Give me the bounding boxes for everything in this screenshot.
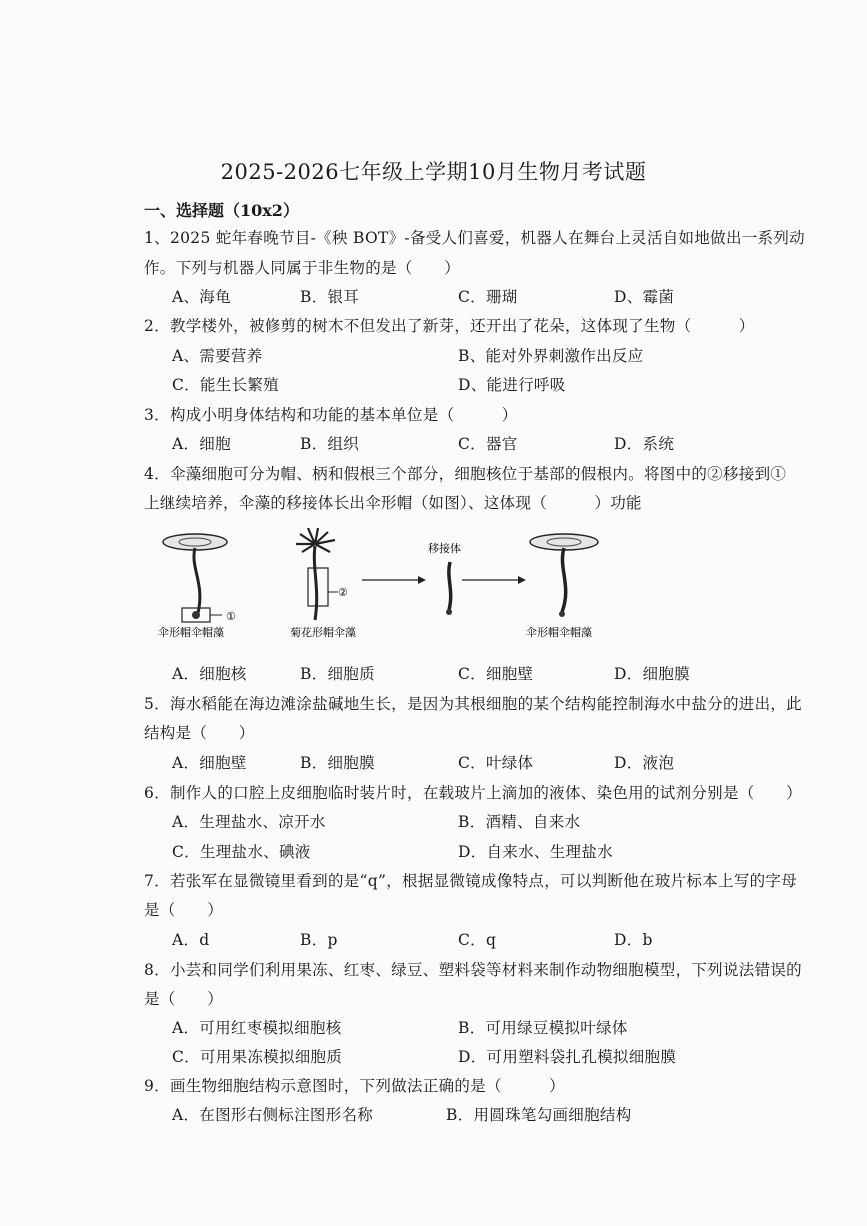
q5-stem-line2: 结构是（ ） — [144, 724, 255, 742]
label-chrysanthemum-cap-alga: 菊花形帽伞藻 — [290, 626, 356, 639]
q9-option-a: A．在图形右侧标注图形名称 — [172, 1106, 374, 1124]
q1-option-a: A、海龟 — [172, 288, 231, 306]
q9-option-b: B．用圆珠笔勾画细胞结构 — [446, 1106, 632, 1124]
graft-stalk — [446, 562, 452, 615]
q4-option-d: D．细胞膜 — [614, 665, 690, 683]
section-heading: 一、选择题（10x2） — [144, 201, 299, 220]
q6-option-a: A．生理盐水、凉开水 — [172, 813, 326, 831]
q7-option-b: B．p — [300, 931, 338, 949]
q8-option-d: D．可用塑料袋扎孔模拟细胞膜 — [458, 1048, 677, 1066]
q8-option-a: A．可用红枣模拟细胞核 — [172, 1019, 342, 1037]
umbrella-cap-alga-1 — [163, 534, 227, 622]
q4-stem-line2: 上继续培养，伞藻的移接体长出伞形帽（如图）、这体现（ ）功能 — [144, 494, 642, 512]
q8-option-b: B．可用绿豆模拟叶绿体 — [458, 1019, 628, 1037]
q1-stem-line2: 作。下列与机器人同属于非生物的是（ ） — [144, 259, 461, 277]
q6-option-b: B．酒精、自来水 — [458, 813, 581, 831]
q5-option-c: C．叶绿体 — [458, 754, 534, 772]
q4-option-a: A．细胞核 — [172, 665, 247, 683]
q3-option-d: D．系统 — [614, 435, 675, 453]
q7-stem-line2: 是（ ） — [144, 901, 224, 919]
q5-option-d: D．液泡 — [614, 754, 675, 772]
q2-option-b: B、能对外界刺激作出反应 — [458, 347, 644, 365]
q4-option-b: B．细胞质 — [300, 665, 375, 683]
q6-stem-line1: 6．制作人的口腔上皮细胞临时装片时，在载玻片上滴加的液体、染色用的试剂分别是（ ） — [144, 784, 802, 802]
q2-option-d: D、能进行呼吸 — [458, 376, 566, 394]
q7-option-a: A．d — [172, 931, 210, 949]
q4-stem-line1: 4．伞藻细胞可分为帽、柄和假根三个部分，细胞核位于基部的假根内。将图中的②移接到① — [144, 465, 787, 483]
q5-stem-line1: 5．海水稻能在海边滩涂盐碱地生长，是因为其根细胞的某个结构能控制海水中盐分的进出，此 — [144, 695, 802, 713]
q3-option-b: B．组织 — [300, 435, 360, 453]
q1-option-d: D、霉菌 — [614, 288, 675, 306]
arrow-right-icon — [362, 576, 426, 584]
q1-option-c: C．珊瑚 — [458, 288, 518, 306]
arrow-right-icon — [462, 576, 526, 584]
q1-stem-line1: 1、2025 蛇年春晚节目-《秧 BOT》-备受人们喜爱，机器人在舞台上灵活自如地做出一系列动 — [144, 229, 805, 247]
exam-title: 2025-2026七年级上学期10月生物月考试题 — [220, 160, 647, 184]
q8-option-c: C．可用果冻模拟细胞质 — [172, 1048, 343, 1066]
umbrella-cap-alga-2 — [530, 534, 598, 617]
q2-option-c: C．能生长繁殖 — [172, 376, 279, 394]
q2-stem-line1: 2．教学楼外，被修剪的树木不但发出了新芽，还开出了花朵，这体现了生物（ ） — [144, 317, 755, 335]
q7-stem-line1: 7．若张军在显微镜里看到的是“q”，根据显微镜成像特点，可以判断他在玻片标本上写的字母 — [144, 872, 798, 890]
acetabularia-grafting-figure — [150, 528, 610, 644]
label-umbrella-cap-alga-right: 伞形帽伞帽藻 — [526, 626, 592, 639]
q6-option-c: C．生理盐水、碘液 — [172, 843, 311, 861]
q3-option-c: C．器官 — [458, 435, 518, 453]
q5-option-b: B．细胞膜 — [300, 754, 375, 772]
q6-option-d: D．自来水、生理盐水 — [458, 843, 613, 861]
q5-option-a: A．细胞壁 — [172, 754, 247, 772]
q9-stem-line1: 9．画生物细胞结构示意图时，下列做法正确的是（ ） — [144, 1077, 565, 1095]
q4-option-c: C．细胞壁 — [458, 665, 534, 683]
chrysanthemum-cap-alga — [296, 528, 338, 620]
q8-stem-line2: 是（ ） — [144, 990, 224, 1008]
mark-2: ② — [338, 586, 348, 599]
label-graft: 移接体 — [428, 542, 461, 555]
q7-option-c: C．q — [458, 931, 497, 949]
q8-stem-line1: 8．小芸和同学们利用果冻、红枣、绿豆、塑料袋等材料来制作动物细胞模型，下列说法错误的 — [144, 961, 802, 979]
q1-option-b: B．银耳 — [300, 288, 360, 306]
q7-option-d: D．b — [614, 931, 653, 949]
mark-1: ① — [226, 610, 236, 623]
q2-option-a: A、需要营养 — [172, 347, 263, 365]
label-umbrella-cap-alga-left: 伞形帽伞帽藻 — [158, 626, 224, 639]
q3-option-a: A．细胞 — [172, 435, 231, 453]
q3-stem-line1: 3．构成小明身体结构和功能的基本单位是（ ） — [144, 406, 518, 424]
